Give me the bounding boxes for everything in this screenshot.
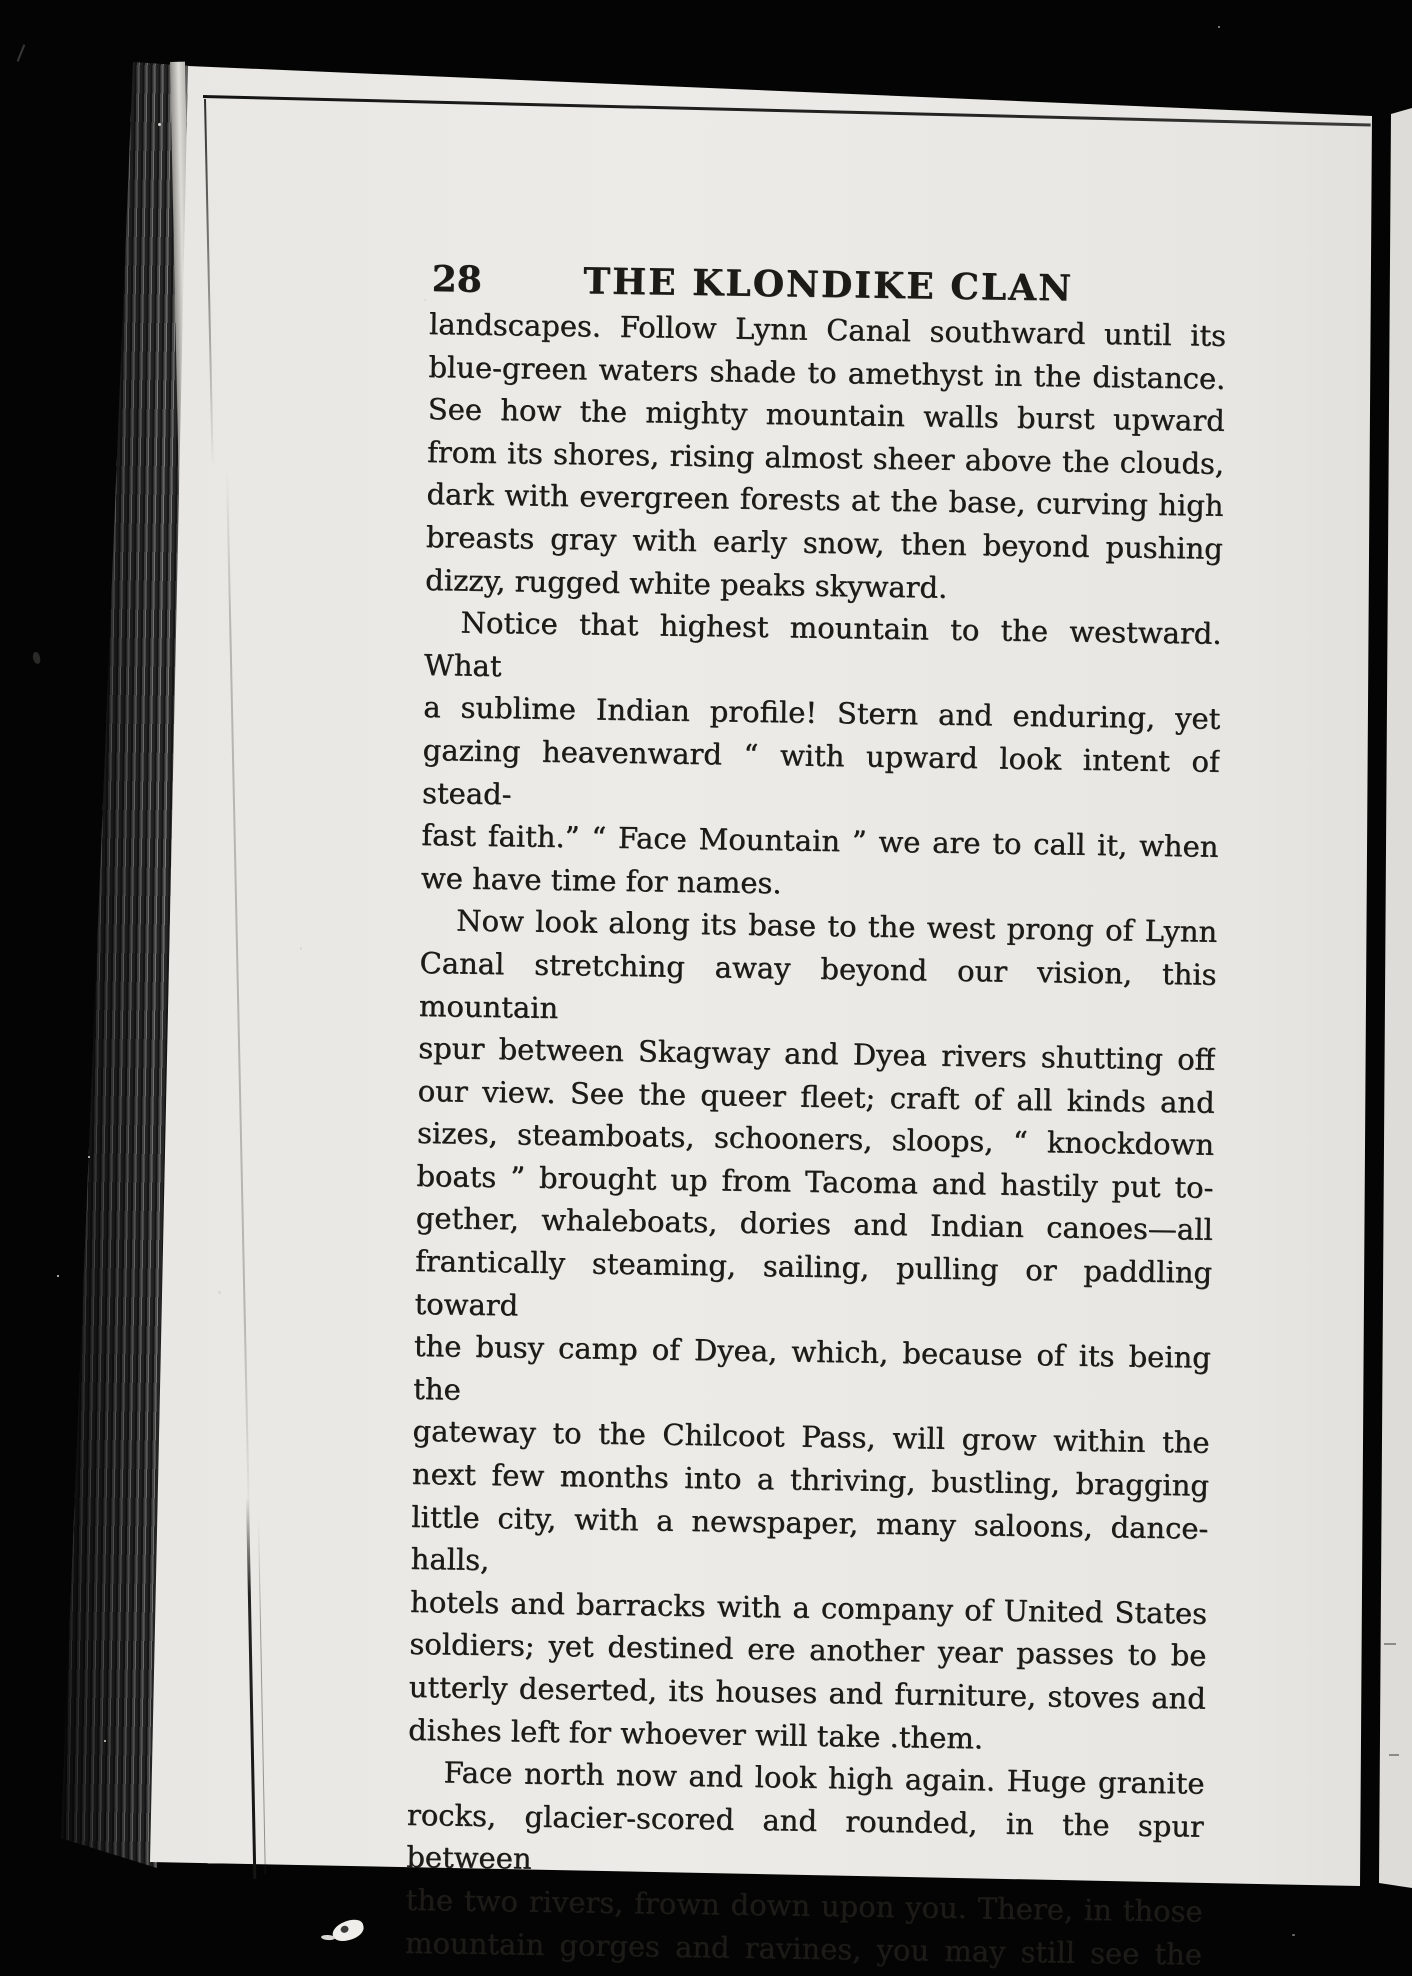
text-line: hotels and barracks with a company of United States: [409, 1584, 1208, 1631]
text-line: gazing heavenward “ with upward look intent of stead-: [421, 732, 1220, 811]
scan-artifact-blob: [330, 1917, 366, 1943]
dust-speck: [88, 1156, 90, 1158]
text-line: blue-green waters shade to amethyst in the distance.: [428, 349, 1226, 396]
text-line: from its shores, rising almost sheer above the clouds,: [426, 434, 1225, 481]
text-line: dark with evergreen forests at the base, curving high: [426, 477, 1224, 524]
text-line: the two rivers, frown down upon you. There, in those: [405, 1882, 1203, 1929]
dust-speck: [1292, 1934, 1295, 1936]
text-line: mountain gorges and ravines, you may still see the: [404, 1925, 1203, 1972]
text-line: next few months into a thriving, bustling, bragging: [411, 1456, 1210, 1503]
text-line: Canal stretching away beyond our vision, this mountain: [418, 945, 1217, 1025]
text-line: we have time for names.: [420, 860, 782, 901]
text-line: boats ” brought up from Tacoma and hastily put to-: [416, 1158, 1214, 1205]
text-line: the busy camp of Dyea, which, because of its being the: [412, 1329, 1212, 1407]
text-line: rocks, glacier-scored and rounded, in the spur between: [406, 1797, 1205, 1877]
text-line: landscapes. Follow Lynn Canal southward until its: [428, 306, 1227, 353]
page-content: [405, 257, 1227, 1976]
dust-speck: [1218, 26, 1220, 28]
text-line: utterly deserted, its houses and furniture, stoves and: [408, 1669, 1206, 1716]
page-number: 28: [431, 258, 483, 301]
text-line: Notice that highest mountain to the westward. What: [423, 605, 1222, 683]
dust-speck: [158, 123, 161, 126]
text-line: Face north now and look high again. Huge granite: [443, 1755, 1205, 1801]
text-line: gether, whaleboats, dories and Indian canoes—all: [415, 1201, 1213, 1248]
text-line: Now look along its base to the west prong of Lynn: [455, 903, 1218, 950]
scan-scratch-mark: [17, 44, 26, 61]
dust-speck: [300, 947, 302, 950]
text-line: a sublime Indian profile! Stern and enduring, yet: [423, 690, 1221, 737]
text-line: breasts gray with early snow, then beyond pushing: [425, 519, 1224, 566]
text-line: little city, with a newspaper, many saloons, dance-halls,: [410, 1499, 1209, 1578]
dust-speck: [104, 1740, 106, 1742]
text-line: spur between Skagway and Dyea rivers shutting off: [418, 1031, 1216, 1077]
text-line: gateway to the Chilcoot Pass, will grow within the: [412, 1414, 1210, 1461]
dust-speck: [218, 1291, 221, 1294]
scan-smudge-mark: [32, 651, 41, 664]
adjacent-page-tick: [1389, 1754, 1399, 1756]
text-line: soldiers; yet destined ere another year passes to be: [409, 1627, 1207, 1674]
text-line: our view. See the queer fleet; craft of all kinds and: [417, 1073, 1215, 1120]
text-line: dizzy, rugged white peaks skyward.: [424, 562, 948, 605]
text-line: sizes, steamboats, schooners, sloops, “ knockdown: [416, 1116, 1215, 1163]
text-line: dishes left for whoever will take .them.: [407, 1712, 984, 1755]
adjacent-page-tick: [1384, 1643, 1396, 1645]
dust-speck: [424, 299, 426, 301]
text-line: frantically steaming, sailing, pulling or paddling toward: [414, 1243, 1213, 1323]
text-line: See how the mighty mountain walls burst upward: [427, 392, 1225, 438]
page-text: [405, 303, 1227, 1976]
text-line: fast faith.” “ Face Mountain ” we are to call it, when: [421, 818, 1219, 864]
dust-speck: [57, 1275, 59, 1277]
running-title: THE KLONDIKE CLAN: [582, 260, 1074, 310]
